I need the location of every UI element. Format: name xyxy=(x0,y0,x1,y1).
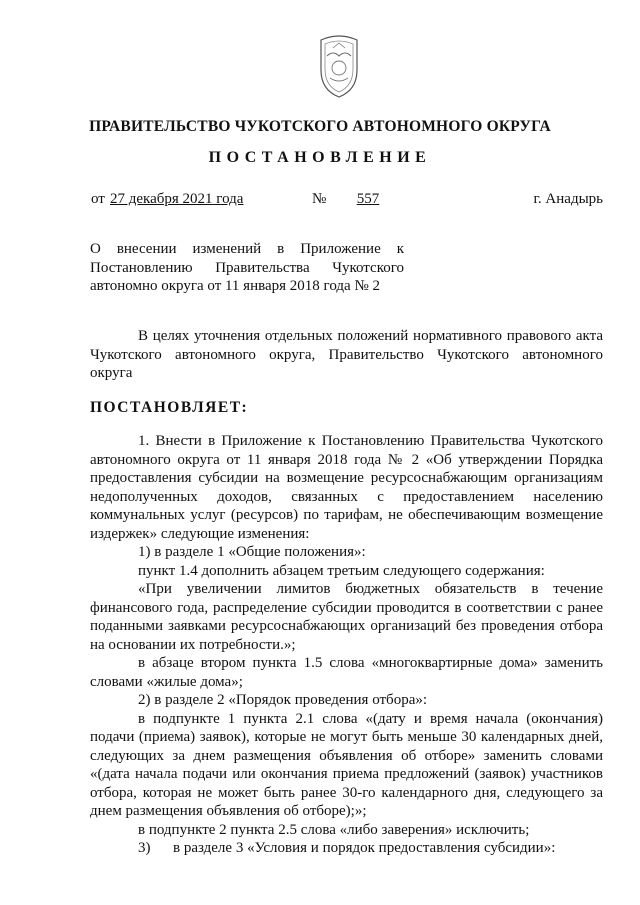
body-line: отбора, которая не может быть ранее 30-го календарного дня, следующего за xyxy=(90,784,603,801)
subject-line: Постановлению Правительства Чукотского xyxy=(90,259,404,276)
body-line: пункт 1.4 дополнить абзацем третьим следующего содержания: xyxy=(138,562,545,579)
body-line: поданными заявками ресурсоснабжающих организаций без проведения отбора xyxy=(90,618,603,634)
preamble-line: В целях уточнения отдельных положений нормативного правового акта xyxy=(138,328,603,344)
body-line: словами «жилые дома»; xyxy=(90,673,243,690)
decree-number: 557 xyxy=(356,191,380,207)
decree-title: ПОСТАНОВЛЕНИЕ xyxy=(208,149,432,166)
body-line: 1) в разделе 1 «Общие положения»: xyxy=(138,544,366,560)
resolves-heading: ПОСТАНОВЛЯЕТ: xyxy=(90,399,249,416)
body-line: автономного округа от 11 января 2018 года № 2 «Об утверждении Порядка xyxy=(90,451,603,468)
body-line: 2) в разделе 2 «Порядок проведения отбора»: xyxy=(138,692,428,708)
subject-line: автономно округа от 11 января 2018 года № 2 xyxy=(90,278,381,294)
body-line: финансового года, распределение субсидии проводится в соответствии с ранее xyxy=(90,599,603,616)
body-line: следующих за днем размещения объявления об отборе» заменить словами xyxy=(90,747,603,764)
body-line: коммунальных услуг (ресурсов) по тарифам, не обеспечивающим возмещение xyxy=(90,507,603,523)
body-line: днем размещения объявления об отборе);»; xyxy=(90,803,367,819)
preamble-line: округа xyxy=(90,365,133,381)
decree-date: 27 декабря 2021 года xyxy=(110,191,244,207)
body-line: 1. Внести в Приложение к Постановлению Правительства Чукотского xyxy=(138,433,603,449)
body-line: на основании их потребности.»; xyxy=(90,636,296,653)
body-line: в подпункте 2 пункта 2.5 слова «либо заверения» исключить; xyxy=(138,821,530,838)
body-line: подачи (приема) заявок), которые не могут быть меньше 30 календарных дней, xyxy=(90,729,603,745)
preamble xyxy=(90,327,603,383)
date-label: от xyxy=(91,191,105,207)
body-line: предоставления субсидии на возмещение ресурсоснабжающим организациям xyxy=(90,470,603,486)
subject-line: О внесении изменений в Приложение к xyxy=(90,241,404,257)
body-line: «При увеличении лимитов бюджетных обязательств в течение xyxy=(138,581,603,597)
city: г. Анадырь xyxy=(533,191,603,207)
decree-subject xyxy=(90,240,404,296)
number-label: № xyxy=(312,191,327,207)
body-line: издержек» следующие изменения: xyxy=(90,525,310,542)
decree-body xyxy=(90,432,603,858)
government-title: ПРАВИТЕЛЬСТВО ЧУКОТСКОГО АВТОНОМНОГО ОКРУГА xyxy=(89,118,551,135)
body-line: в подпункте 1 пункта 2.1 слова «(дату и время начала (окончания) xyxy=(138,710,603,727)
coat-of-arms-icon xyxy=(313,34,365,100)
body-line: «(дата начала подачи или окончания приема предложений (заявок) участников xyxy=(90,766,603,782)
body-line: недополученных доходов, связанных с предоставлением населению xyxy=(90,488,603,505)
preamble-line: Чукотского автономного округа, Правительство Чукотского автономного xyxy=(90,346,603,363)
body-line: в абзаце втором пункта 1.5 слова «многоквартирные дома» заменить xyxy=(138,655,603,671)
body-line: 3) в разделе 3 «Условия и порядок предоставления субсидии»: xyxy=(138,840,556,856)
